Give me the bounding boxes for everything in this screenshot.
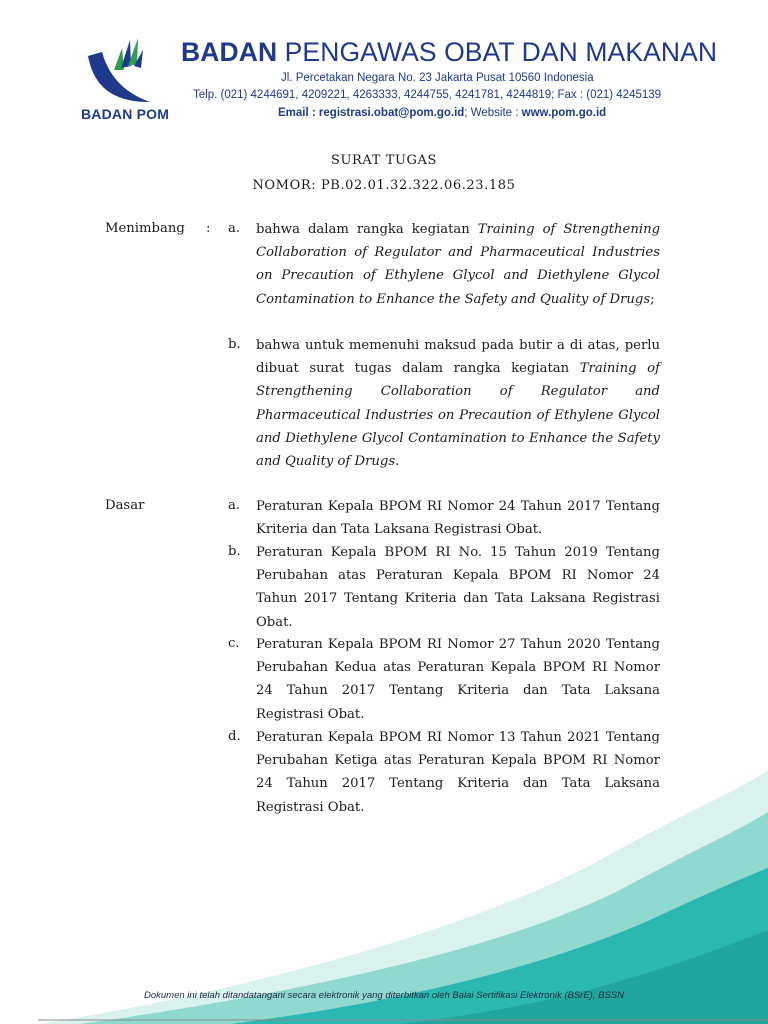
menimbang-a-text: bahwa dalam rangka kegiatan	[256, 222, 478, 237]
dasar-marker-c: c.	[228, 636, 240, 651]
dasar-item-c: Peraturan Kepala BPOM RI Nomor 27 Tahun 2020 Tentang Perubahan Kedua atas Peraturan Kepala BPOM RI Nomor 24 Tahun 2017 Tentang Kriteria dan Tata Laksana Registrasi Obat.	[256, 637, 660, 722]
logo-caption: BADAN POM	[81, 106, 170, 122]
menimbang-marker-b: b.	[228, 337, 241, 352]
dasar-item-a: Peraturan Kepala BPOM RI Nomor 24 Tahun 2017 Tentang Kriteria dan Tata Laksana Registrasi Obat.	[256, 499, 660, 538]
menimbang-item-a	[256, 218, 660, 311]
dasar-item-b: Peraturan Kepala BPOM RI No. 15 Tahun 2019 Tentang Perubahan atas Peraturan Kepala BPOM RI Nomor 24 Tahun 2017 Tentang Kriteria dan Tata Laksana Registrasi Obat.	[256, 545, 660, 630]
email-address[interactable]: registrasi.obat@pom.go.id	[318, 107, 465, 119]
dasar-marker-a: a.	[228, 498, 241, 513]
dasar-marker-b: b.	[228, 544, 241, 559]
dasar-item-d: Peraturan Kepala BPOM RI Nomor 13 Tahun 2021 Tentang Perubahan Ketiga atas Peraturan Kepala BPOM RI Nomor 24 Tahun 2017 Tentang Kriteria dan Tata Laksana Registrasi Obat.	[256, 730, 660, 815]
agency-contact-line	[278, 107, 606, 119]
esignature-footer-note: Dokumen ini telah ditandatangani secara elektronik yang diterbitkan oleh Balai Sertifikasi Elektronik (BSrE), BSSN	[144, 990, 624, 1001]
website-link[interactable]: www.pom.go.id	[521, 107, 607, 119]
agency-name-rest: PENGAWAS OBAT DAN MAKANAN	[284, 37, 718, 67]
menimbang-colon: :	[206, 221, 211, 236]
agency-name-first: BADAN	[181, 37, 278, 67]
agency-phone-fax: Telp. (021) 4244691, 4209221, 4263333, 4244755, 4241781, 4244819; Fax : (021) 4245139	[193, 89, 662, 101]
menimbang-b-tail: .	[395, 454, 400, 470]
agency-name	[181, 37, 717, 68]
agency-address: Jl. Percetakan Negara No. 23 Jakarta Pusat 10560 Indonesia	[281, 72, 594, 84]
menimbang-b-text: bahwa untuk memenuhi maksud pada butir a di atas, perlu dibuat surat tugas dalam rangka kegiatan	[256, 338, 660, 377]
email-label: Email :	[278, 107, 316, 119]
dasar-label: Dasar	[105, 498, 145, 513]
menimbang-a-tail: ;	[650, 291, 655, 307]
document-title: SURAT TUGAS	[330, 153, 438, 168]
menimbang-item-b	[256, 334, 660, 473]
menimbang-marker-a: a.	[228, 221, 241, 236]
dasar-marker-d: d.	[228, 729, 241, 744]
menimbang-a-italic: Training of Strengthening Collaboration of Regulator and Pharmaceutical Industries on Precaution of Ethylene Glycol and Diethylene Glycol Contamination to Enhance the Safety and Quality of Drugs	[256, 222, 661, 307]
document-number: NOMOR: PB.02.01.32.322.06.23.185	[252, 178, 516, 193]
website-label: ; Website :	[464, 107, 519, 119]
menimbang-label: Menimbang	[105, 221, 185, 236]
menimbang-b-italic: Training of Strengthening Collaboration of Regulator and Pharmaceutical Industries on Precaution of Ethylene Glycol and Diethylene Glycol Contamination to Enhance the Safety and Quality of Drugs	[256, 361, 660, 470]
